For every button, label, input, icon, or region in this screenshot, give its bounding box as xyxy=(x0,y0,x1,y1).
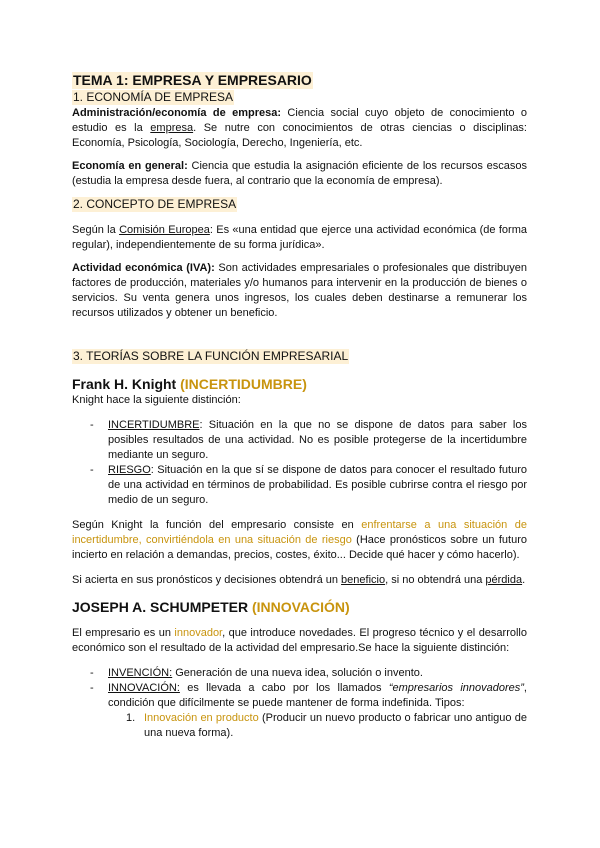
list-item: - RIESGO: Situación en la que sí se dispone de datos para conocer el resultado futuro de una actividad en términos de probabilidad. Es posible cubrirse contra el riesgo por medio de un seguro. xyxy=(90,464,527,506)
innovation-types-list xyxy=(72,711,527,741)
term-economia: Economía en general: xyxy=(72,160,188,172)
link-comision-europea[interactable]: Comisión Europea xyxy=(119,224,210,236)
knight-heading: Frank H. Knight (INCERTIDUMBRE) xyxy=(72,376,307,392)
paragraph-knight-acierta: Si acierta en sus pronósticos y decisiones obtendrá un beneficio, si no obtendrá una pérdida. xyxy=(72,574,526,586)
list-item: - INVENCIÓN: Generación de una nueva idea, solución o invento. xyxy=(90,667,423,679)
list-item: 1. Innovación en producto (Producir un nuevo producto o fabricar uno antiguo de una nueva forma). xyxy=(126,712,527,739)
link-perdida[interactable]: pérdida xyxy=(485,574,523,586)
knight-list xyxy=(72,418,527,508)
page-title: TEMA 1: EMPRESA Y EMPRESARIO xyxy=(73,72,312,88)
paragraph-knight-funcion: Según Knight la función del empresario consiste en enfrentarse a una situación de incertidumbre, convirtiéndola en una situación de riesgo (Hace pronósticos sobre un futuro incierto en relación a demandas, precios, costes, éxito... Decide qué hacer y cómo hacerlo). xyxy=(72,519,527,561)
section-heading-2: 2. CONCEPTO DE EMPRESA xyxy=(73,197,237,211)
paragraph-schumpeter: El empresario es un innovador, que introduce novedades. El progreso técnico y el desarrollo económico son el resultado de la actividad del empresario.Se hace la siguiente distinción: xyxy=(72,627,527,654)
term-admin: Administración/economía de empresa: xyxy=(72,107,282,119)
term-actividad: Actividad económica (IVA): xyxy=(72,262,215,274)
schumpeter-heading: JOSEPH A. SCHUMPETER (INNOVACIÓN) xyxy=(72,599,350,615)
section-heading-1: 1. ECONOMÍA DE EMPRESA xyxy=(73,90,234,104)
knight-tag: (INCERTIDUMBRE) xyxy=(180,376,307,392)
paragraph-comision: Según la Comisión Europea: Es «una entidad que ejerce una actividad económica (de forma regular), independientemente de su forma jurídica». xyxy=(72,224,527,251)
list-item: - INNOVACIÓN: es llevada a cabo por los llamados “empresarios innovadores”, condición que difícilmente se puede mantener de forma indefinida. Tipos: xyxy=(90,682,527,709)
document-page xyxy=(72,70,527,741)
paragraph-actividad-economica: Actividad económica (IVA): Son actividades empresariales o profesionales que distribuyen factores de producción, materiales y/o humanos para intervenir en la producción de bienes o servicios. Su venta genera unos ingresos, los cuales deben destinarse a remunerar los recursos utilizados y obtener un beneficio. xyxy=(72,262,527,319)
link-beneficio[interactable]: beneficio xyxy=(341,574,386,586)
schumpeter-list xyxy=(72,666,527,711)
schumpeter-tag: (INNOVACIÓN) xyxy=(251,599,350,615)
link-empresa[interactable]: empresa xyxy=(150,122,194,134)
section-heading-3: 3. TEORÍAS SOBRE LA FUNCIÓN EMPRESARIAL xyxy=(73,349,349,363)
list-item: - INCERTIDUMBRE: Situación en la que no se dispone de datos para saber los posibles resultados de una actividad. No es posible protegerse de la incertidumbre mediante un seguro. xyxy=(90,419,527,461)
paragraph-economia-general: Economía en general: Ciencia que estudia la asignación eficiente de los recursos escasos (estudia la empresa desde fuera, al contrario que la economía de empresa). xyxy=(72,160,528,187)
knight-intro: Knight hace la siguiente distinción: xyxy=(72,394,241,406)
paragraph-admin-economia: Administración/economía de empresa: Ciencia social cuyo objeto de conocimiento o estudio es la empresa. Se nutre con conocimientos de otras ciencias o disciplinas: Economía, Psicología, Sociología, Derecho, Ingeniería, etc. xyxy=(72,107,527,149)
